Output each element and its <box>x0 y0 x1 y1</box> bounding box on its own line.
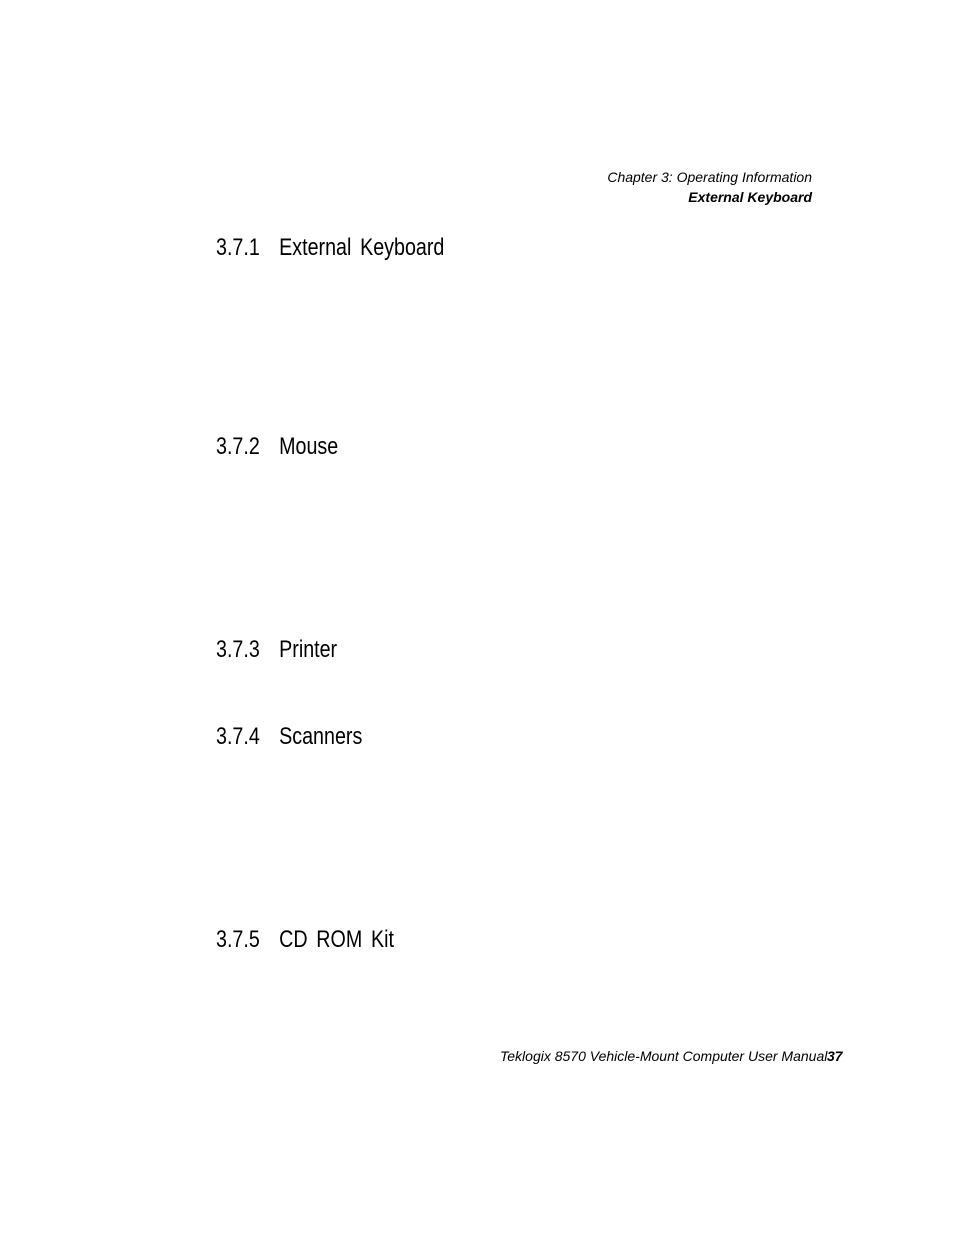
section-title: Scanners <box>279 723 363 750</box>
section-number: 3.7.4 <box>216 723 260 750</box>
section-title: Mouse <box>279 433 339 460</box>
running-header-section: External Keyboard <box>688 189 812 205</box>
section-heading-external-keyboard <box>216 233 444 263</box>
section-heading-mouse <box>216 432 338 462</box>
section-title: CD ROM Kit <box>279 926 394 953</box>
section-heading-scanners <box>216 722 362 752</box>
section-number: 3.7.1 <box>216 234 260 261</box>
section-title: External Keyboard <box>279 234 445 261</box>
page-footer <box>500 1046 843 1066</box>
footer-manual-title: Teklogix 8570 Vehicle-Mount Computer User Manual <box>500 1048 828 1064</box>
running-header-chapter: Chapter 3: Operating Information <box>607 169 812 185</box>
section-number: 3.7.2 <box>216 433 260 460</box>
page-number: 37 <box>827 1048 843 1064</box>
section-title: Printer <box>279 636 338 663</box>
running-header <box>607 167 812 207</box>
section-heading-cd-rom-kit <box>216 925 394 955</box>
section-number: 3.7.3 <box>216 636 260 663</box>
section-number: 3.7.5 <box>216 926 260 953</box>
section-heading-printer <box>216 635 337 665</box>
